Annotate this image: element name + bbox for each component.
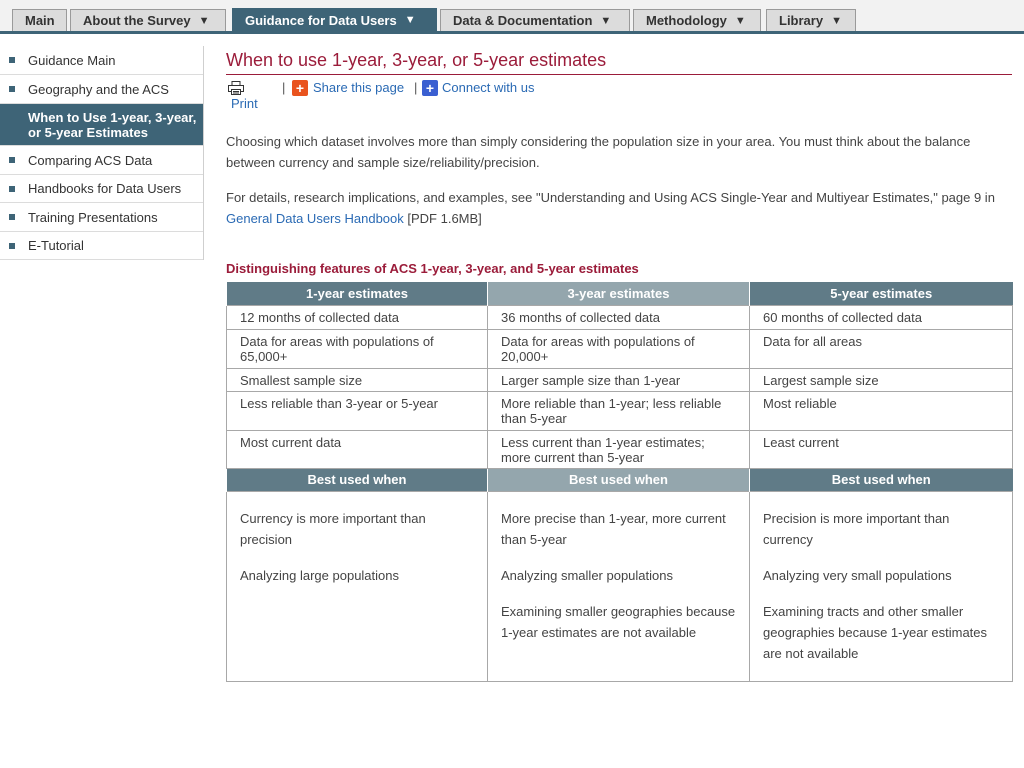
table-row — [227, 368, 1013, 391]
printer-icon[interactable] — [228, 81, 244, 95]
sidebar-item-label: Guidance Main — [28, 52, 116, 68]
connect-with-us-link[interactable]: Connect with us — [442, 80, 535, 95]
table-header-row — [227, 282, 1013, 305]
best-used-item: Examining smaller geographies because 1-year estimates are not available — [501, 603, 736, 640]
table-cell: Smallest sample size — [227, 368, 488, 391]
best-used-header: Best used when — [750, 468, 1013, 491]
handbook-link[interactable]: General Data Users Handbook — [226, 211, 404, 226]
best-used-item: Analyzing very small populations — [763, 567, 952, 583]
separator: | — [414, 80, 418, 95]
header-1-year: 1-year estimates — [227, 282, 488, 305]
chevron-down-icon: ▼ — [600, 14, 612, 27]
sidebar-item-label: Comparing ACS Data — [28, 152, 153, 168]
best-used-cell — [227, 491, 488, 681]
table-cell: More reliable than 1-year; less reliable than 5-year — [488, 391, 750, 430]
table-cell: Most reliable — [750, 391, 1013, 430]
plus-icon[interactable]: + — [422, 80, 438, 96]
table-title: Distinguishing features of ACS 1-year, 3-year, and 5-year estimates — [226, 261, 639, 276]
table-row — [227, 430, 1013, 468]
bullet-icon — [9, 57, 15, 63]
sidebar-item-when-to-use[interactable] — [0, 104, 203, 146]
best-used-header: Best used when — [488, 468, 750, 491]
sidebar-item-handbooks[interactable] — [0, 175, 203, 203]
tab-data-documentation[interactable] — [440, 9, 630, 31]
table-cell: Least current — [750, 430, 1013, 468]
tab-label: Guidance for Data Users — [245, 12, 397, 28]
bullet-icon — [9, 157, 15, 163]
print-link[interactable]: Print — [231, 96, 258, 111]
sidebar-item-geography[interactable] — [0, 75, 203, 104]
table-row — [227, 329, 1013, 368]
page-tools — [226, 75, 1012, 121]
table-cell: 60 months of collected data — [750, 305, 1013, 329]
best-used-item: Analyzing large populations — [240, 567, 399, 583]
sidebar-item-comparing[interactable] — [0, 146, 203, 175]
best-used-row — [227, 491, 1013, 681]
tab-guidance-for-data-users[interactable] — [232, 8, 437, 31]
chevron-down-icon: ▼ — [734, 14, 746, 27]
table-cell: Less reliable than 3-year or 5-year — [227, 391, 488, 430]
header-5-year: 5-year estimates — [750, 282, 1013, 305]
table-cell: Less current than 1-year estimates; more current than 5-year — [488, 430, 750, 468]
intro-paragraph: Choosing which dataset involves more than simply considering the population size in your area. You must think about the balance between currency and sample size/reliability/precision. — [226, 134, 971, 170]
separator: | — [282, 80, 286, 95]
comparison-table — [226, 282, 1013, 682]
table-cell: Data for areas with populations of 20,000+ — [488, 329, 750, 368]
best-used-item: Examining tracts and other smaller geographies because 1-year estimates are not available — [763, 603, 988, 661]
page-title: When to use 1-year, 3-year, or 5-year estimates — [226, 50, 1012, 75]
tab-about-the-survey[interactable] — [70, 9, 226, 31]
tab-main-label: Main — [25, 13, 55, 28]
sidebar-item-label: E-Tutorial — [28, 238, 84, 253]
table-cell: Larger sample size than 1-year — [488, 368, 750, 391]
details-text: For details, research implications, and examples, see "Understanding and Using ACS Single-Year and Multiyear Estimates," page 9 in — [226, 190, 995, 205]
best-used-cell — [750, 491, 1013, 681]
sidebar-item-label: When to Use 1-year, 3-year, or 5-year Estimates — [28, 109, 197, 140]
best-used-item: Currency is more important than precision — [240, 510, 426, 547]
best-used-cell — [488, 491, 750, 681]
share-this-page-link[interactable]: Share this page — [313, 80, 405, 95]
tab-label: About the Survey — [83, 13, 191, 28]
table-cell: Largest sample size — [750, 368, 1013, 391]
best-used-header-row — [227, 468, 1013, 491]
bullet-icon — [9, 214, 15, 220]
top-navigation — [0, 0, 1024, 34]
bullet-icon — [9, 243, 15, 249]
main-content — [226, 50, 1012, 121]
tab-label: Data & Documentation — [453, 13, 593, 28]
tab-library[interactable] — [766, 9, 856, 31]
chevron-down-icon: ▼ — [831, 14, 842, 27]
sidebar-item-training[interactable] — [0, 203, 203, 232]
tab-label: Methodology — [646, 13, 727, 28]
bullet-icon — [9, 86, 15, 92]
tab-label: Library — [779, 13, 824, 28]
best-used-item: Precision is more important than currency — [763, 510, 950, 547]
tab-main[interactable] — [12, 9, 67, 31]
best-used-header: Best used when — [227, 468, 488, 491]
tab-methodology[interactable] — [633, 9, 761, 31]
table-cell: Data for all areas — [750, 329, 1013, 368]
sidebar-item-e-tutorial[interactable] — [0, 232, 203, 260]
sidebar-item-guidance-main[interactable] — [0, 46, 203, 75]
sidebar-item-label: Geography and the ACS — [28, 81, 169, 97]
sidebar-item-label: Handbooks for Data Users — [28, 181, 182, 196]
table-cell: Data for areas with populations of 65,000+ — [227, 329, 488, 368]
sidebar-item-label: Training Presentations — [28, 209, 158, 225]
share-icon[interactable]: + — [292, 80, 308, 96]
sidebar — [0, 46, 204, 260]
table-cell: Most current data — [227, 430, 488, 468]
best-used-item: More precise than 1-year, more current than 5-year — [501, 510, 726, 547]
header-3-year: 3-year estimates — [488, 282, 750, 305]
bullet-icon — [9, 186, 15, 192]
table-cell: 36 months of collected data — [488, 305, 750, 329]
chevron-down-icon: ▼ — [198, 14, 210, 27]
table-row — [227, 305, 1013, 329]
details-paragraph — [226, 187, 1012, 229]
best-used-item: Analyzing smaller populations — [501, 567, 673, 583]
table-cell: 12 months of collected data — [227, 305, 488, 329]
table-row — [227, 391, 1013, 430]
chevron-down-icon: ▼ — [404, 14, 416, 26]
details-suffix: [PDF 1.6MB] — [403, 211, 482, 226]
